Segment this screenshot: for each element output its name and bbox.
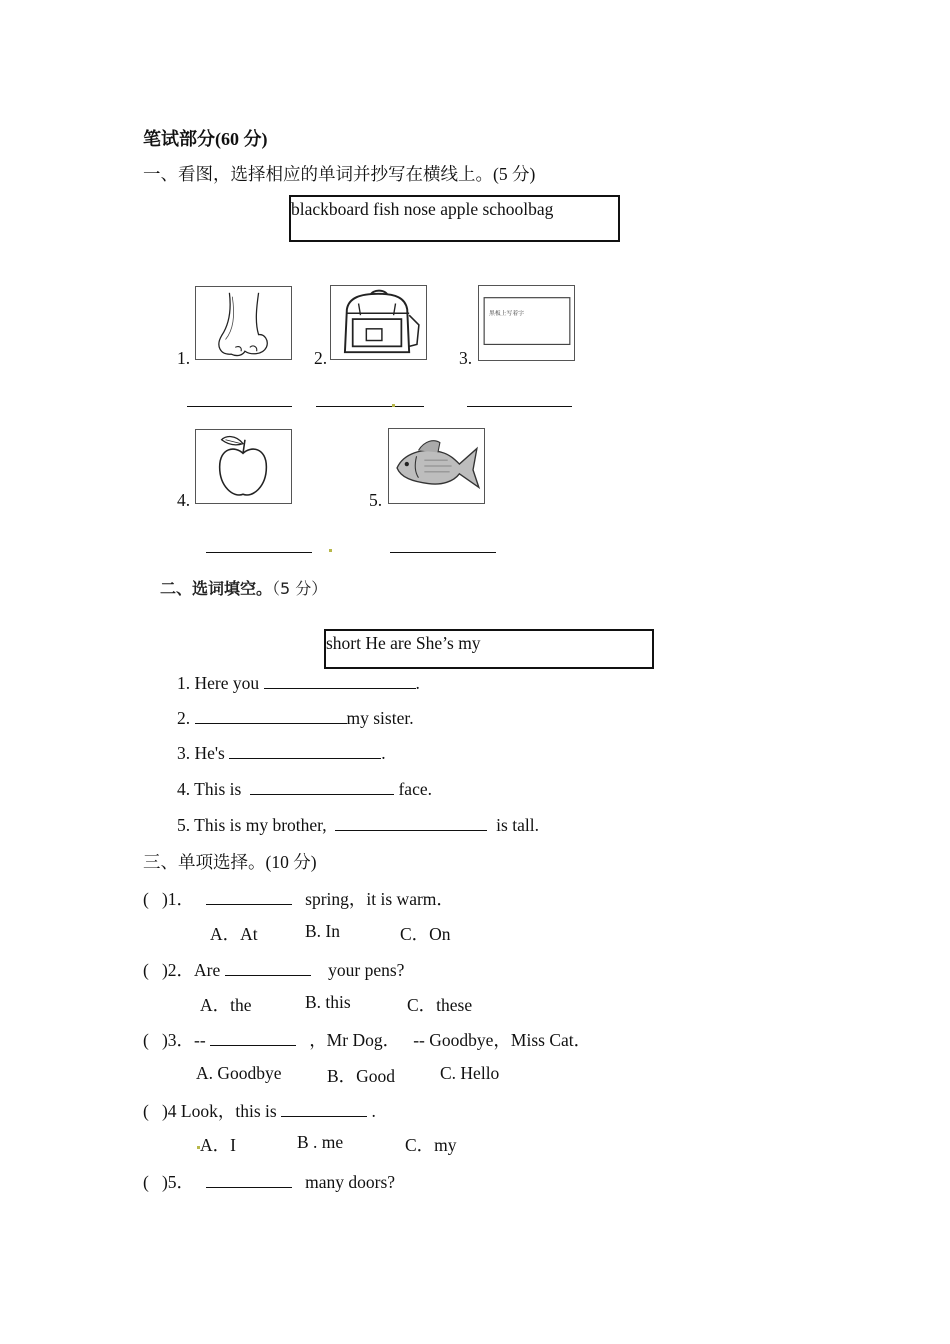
section1-word-bank: blackboard fish nose apple schoolbag	[289, 195, 620, 242]
option-c[interactable]: C. Hello	[440, 1063, 500, 1083]
page-title: 笔试部分(60 分)	[143, 129, 268, 149]
item-number: 4.	[177, 490, 191, 510]
option-b[interactable]: B . me	[297, 1132, 344, 1152]
answer-blank[interactable]	[250, 780, 394, 795]
fill-question-3: 3. He's .	[177, 743, 386, 763]
answer-blank[interactable]	[195, 709, 347, 724]
section3-heading: 三、单项选择。(10 分)	[143, 852, 317, 872]
choice-question-3: ( )3．-- ，Mr Dog． -- Goodbye，Miss Cat．	[143, 1030, 592, 1050]
answer-line[interactable]	[187, 406, 292, 407]
option-a[interactable]: A．At	[210, 924, 258, 944]
option-b[interactable]: B. this	[305, 992, 351, 1012]
answer-blank[interactable]	[210, 1031, 296, 1046]
option-c[interactable]: C．my	[405, 1135, 457, 1155]
schoolbag-icon	[330, 285, 427, 360]
answer-line[interactable]	[467, 406, 572, 407]
answer-line[interactable]	[390, 552, 496, 553]
answer-blank[interactable]	[281, 1102, 367, 1117]
answer-blank[interactable]	[225, 961, 311, 976]
fill-question-2: 2. my sister.	[177, 708, 414, 728]
fill-question-1: 1. Here you .	[177, 673, 420, 693]
item-number: 1.	[177, 348, 191, 368]
option-c[interactable]: C．On	[400, 924, 451, 944]
nose-icon	[195, 286, 292, 360]
option-a[interactable]: A．the	[200, 995, 252, 1015]
ink-dot	[329, 549, 332, 552]
choice-question-2: ( )2．Are your pens?	[143, 960, 405, 980]
fill-question-5: 5. This is my brother, is tall.	[177, 815, 539, 835]
option-a[interactable]: A. Goodbye	[196, 1063, 282, 1083]
apple-icon	[195, 429, 292, 504]
blackboard-icon	[478, 285, 575, 361]
answer-line[interactable]	[316, 406, 424, 407]
item-number: 5.	[369, 490, 383, 510]
section1-heading: 一、看图，选择相应的单词并抄写在横线上。(5 分)	[143, 164, 536, 184]
section2-heading: 二、选词填空。（5 分）	[160, 579, 328, 598]
option-b[interactable]: B．Good	[327, 1066, 396, 1086]
item-number: 3.	[459, 348, 473, 368]
choice-question-5: ( )5． many doors?	[143, 1172, 396, 1192]
fish-icon	[388, 428, 485, 504]
answer-blank[interactable]	[229, 744, 381, 759]
choice-question-4: ( )4 Look，this is .	[143, 1101, 376, 1121]
answer-blank[interactable]	[206, 1173, 292, 1188]
ink-dot	[392, 404, 395, 407]
choice-question-1: ( )1． spring，it is warm．	[143, 889, 454, 909]
item-number: 2.	[314, 348, 328, 368]
fill-question-4: 4. This is face.	[177, 779, 432, 799]
option-a[interactable]: A．I	[200, 1135, 236, 1155]
section2-word-bank: short He are She’s my	[324, 629, 654, 669]
option-c[interactable]: C．these	[407, 995, 473, 1015]
blackboard-text: 黑板上写着字	[489, 311, 524, 318]
answer-blank[interactable]	[206, 890, 292, 905]
answer-blank[interactable]	[264, 674, 416, 689]
answer-line[interactable]	[206, 552, 312, 553]
answer-blank[interactable]	[335, 816, 487, 831]
option-b[interactable]: B. In	[305, 921, 340, 941]
